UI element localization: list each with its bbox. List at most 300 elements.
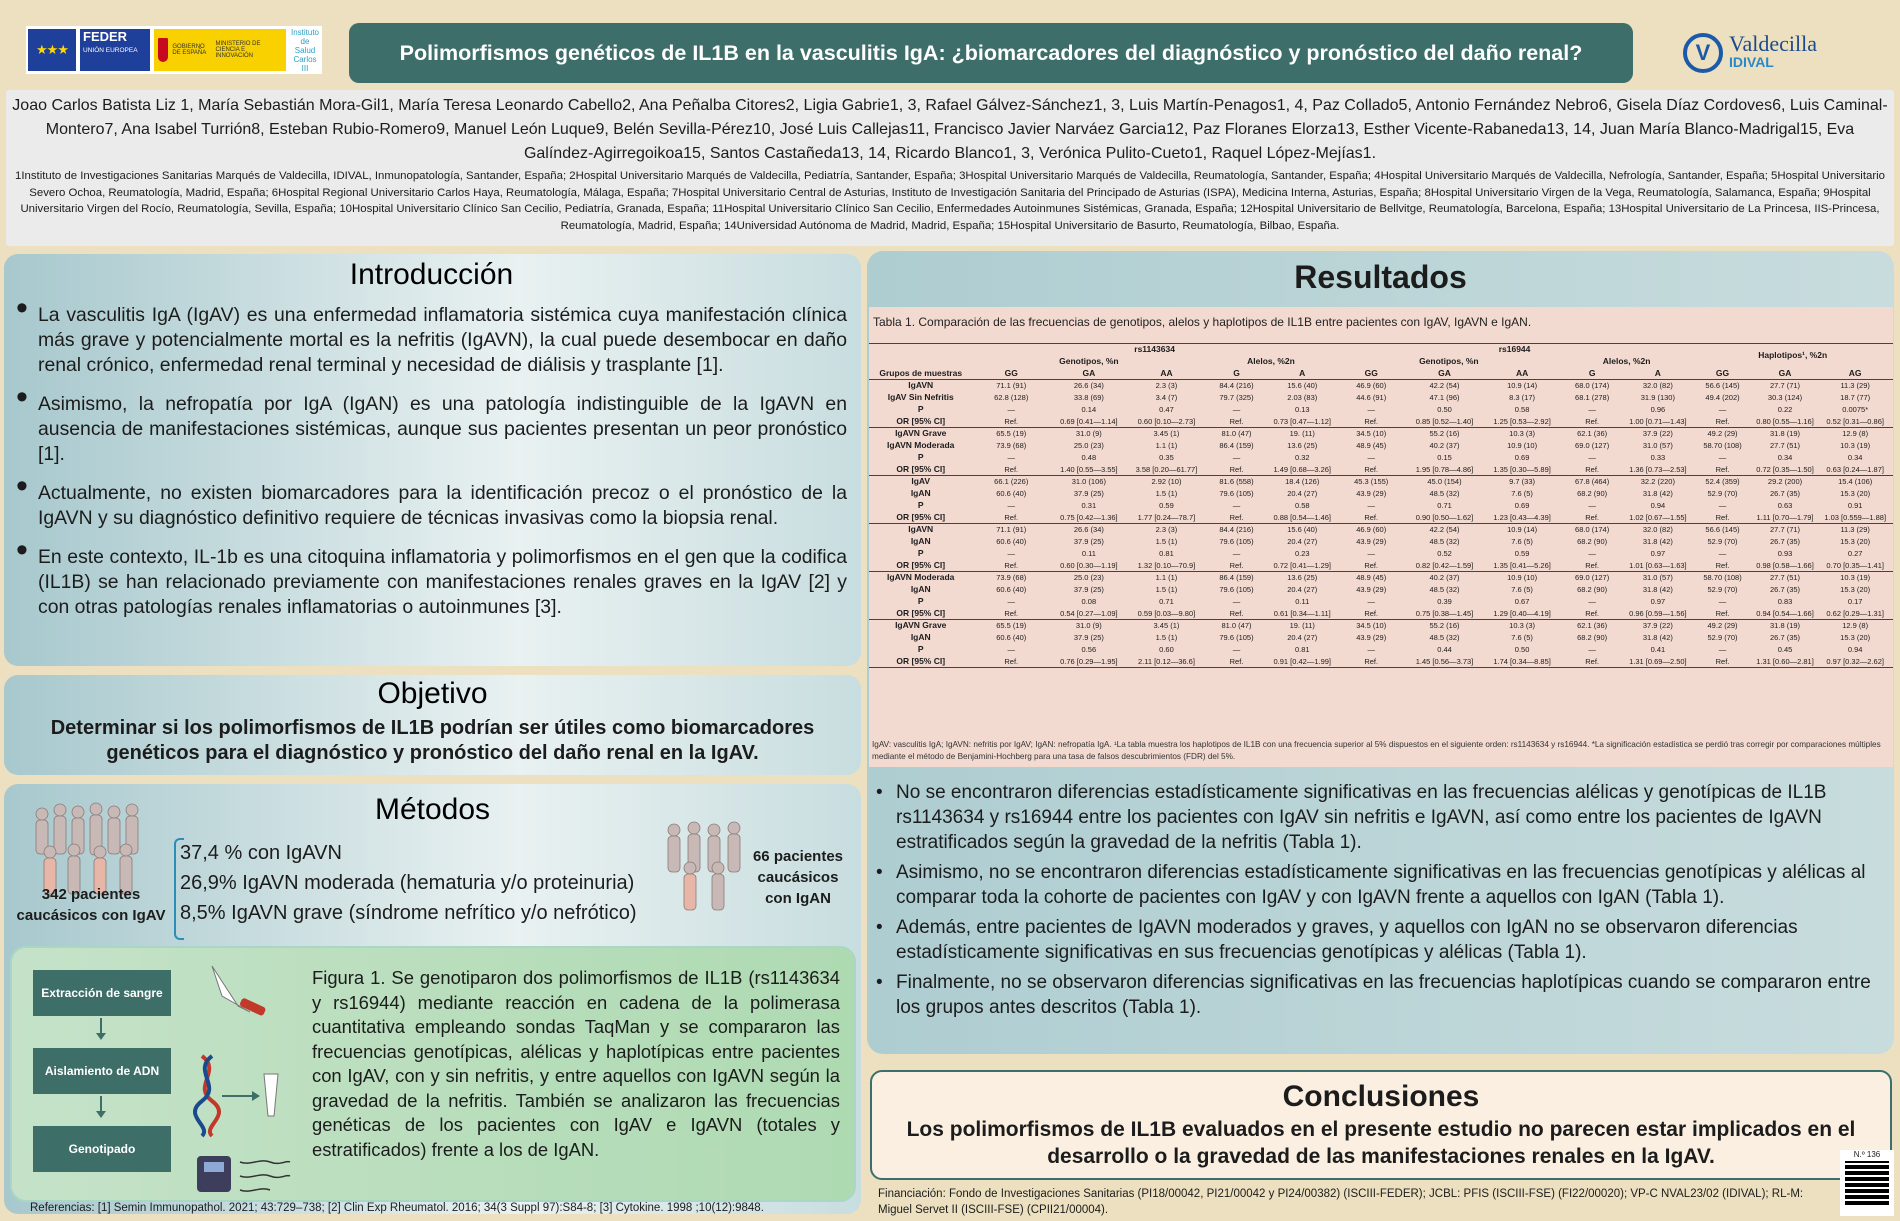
table-cell: 79.7 (325) (1219, 393, 1254, 402)
valdecilla-name: Valdecilla (1729, 31, 1817, 56)
step-genotyping: Genotipado (33, 1126, 171, 1172)
table-cell: 31.0 (57) (1642, 441, 1673, 450)
table-cell: 31.8 (42) (1642, 585, 1673, 594)
table-cell: 81.6 (558) (1219, 477, 1254, 487)
table-cell: 10.9 (10) (1507, 441, 1538, 450)
table-cell: 1.77 [0.24—78.7] (1128, 512, 1206, 524)
eu-flag-icon: ★★★ (28, 29, 76, 71)
table-cell: 2.3 (3) (1155, 381, 1178, 391)
table-cell: 27.7 (51) (1770, 573, 1801, 583)
column-header: G (1561, 368, 1624, 380)
table-cell: 1.5 (1) (1155, 537, 1178, 546)
step-blood-extraction: Extracción de sangre (33, 970, 171, 1016)
table-cell: 1.32 [0.10—70.9] (1128, 560, 1206, 572)
table-cell: 43.9 (29) (1356, 633, 1387, 642)
table-cell: 15.4 (106) (1838, 477, 1873, 487)
table-cell: 11.3 (29) (1840, 381, 1870, 391)
table-cell: — (1232, 597, 1241, 606)
table-cell: — (1367, 549, 1375, 558)
table-row (869, 392, 1893, 404)
table-cell: 0.31 (1081, 501, 1097, 510)
table-cell: Ref. (972, 608, 1050, 620)
table-cell: 48.5 (32) (1429, 585, 1460, 594)
table-cell: 62.1 (36) (1577, 429, 1608, 439)
table-cell: 7.6 (5) (1511, 489, 1533, 498)
table-cell: 69.0 (127) (1575, 441, 1610, 450)
table-cell: — (1588, 501, 1596, 510)
table-row (869, 632, 1893, 644)
table-cell: — (1367, 645, 1375, 654)
conclusions-panel (870, 1070, 1892, 1180)
table-cell: — (1232, 549, 1241, 558)
funding-text: Financiación: Fondo de Investigaciones Sanitarias (PI18/00042, PI21/00042 y PI24/00382) (ISCIII-FEDER); JCBL: PFIS (ISCIII-FSE) (FI22/00020); VP-C NVAL23/02 (IDIVAL); RL-M: Miguel Servet II (ISCIII-FSE) (CPII21/00004). (878, 1188, 1804, 1216)
table-cell: 79.6 (105) (1219, 489, 1254, 498)
table-cell: 0.97 (1650, 549, 1666, 558)
column-header: AA (1483, 368, 1561, 380)
table-cell: 56.6 (145) (1705, 525, 1740, 535)
table-row (869, 620, 1893, 632)
table-cell: 0.70 [0.35—1.41] (1817, 560, 1893, 572)
table-cell: 0.50 (1514, 645, 1530, 654)
table-cell: — (1588, 453, 1596, 462)
table-cell: 0.63 [0.24—1.87] (1817, 464, 1893, 476)
results-table-container (869, 307, 1893, 767)
result-bullet: • No se encontraron diferencias estadísticamente significativas en las frecuencias alélicas y genotípicas de IL1B rs1143634 y rs16944 entre los pacientes con IgAV sin nefritis e IgAVN, así como entre los pacientes de IgAVN estratificados según la gravedad de la nefritis (Tabla 1). (876, 780, 1882, 855)
row-label: P (917, 500, 924, 510)
table-cell: Ref. (1337, 560, 1406, 572)
table-cell: — (1588, 405, 1596, 414)
table-cell: 3.45 (1) (1153, 621, 1180, 631)
idival-name: IDIVAL (1729, 54, 1774, 70)
table-cell: 65.5 (19) (996, 621, 1027, 631)
table-row (869, 548, 1893, 560)
table-cell: 7.6 (5) (1511, 633, 1533, 642)
dna-strands-icon (240, 1161, 290, 1191)
table-cell: 26.6 (34) (1073, 525, 1104, 535)
table-cell: 2.3 (3) (1155, 525, 1178, 535)
table-cell: — (1588, 645, 1596, 654)
table-cell: 1.29 [0.40—4.19] (1483, 608, 1561, 620)
table-cell: 0.54 [0.27—1.09] (1050, 608, 1128, 620)
table-cell: 0.34 (1777, 453, 1793, 462)
table-row (869, 500, 1893, 512)
table-cell: 0.91 [0.42—1.99] (1268, 656, 1337, 668)
table-cell: 55.2 (16) (1429, 429, 1460, 439)
genotype-frequency-table (869, 343, 1893, 668)
table-cell: 1.5 (1) (1155, 489, 1178, 498)
author-list: Joao Carlos Batista Liz 1, María Sebastián Mora-Gil1, María Teresa Leonardo Cabello2, Ana Peñalba Citores2, Ligia Gabrie1, 3, Rafael Gálvez-Sánchez1, 3, Luis Martín-Penagos1, 4, Paz Collado5, Antonio Fernández Nebro6, Gisela Díaz Cordoves6, Luis Caminal-Montero7, Ana Isabel Turrión8, Esteban Rubio-Romero9, Manuel León Luque9, Belén Sevilla-Pérez10, José Luis Callejas11, Francisco Javier Narváez Garcia12, Paz Floranes Elorza13, Esther Vicente-Rabaneda13, 14, Juan María Blanco-Madrigal15, Eva Galíndez-Agirregoikoa15, Santos Castañeda13, 14, Ricardo Blanco1, 3, Verónica Pulito-Cueto1, Raquel López-Mejías1. (12, 97, 1888, 162)
table-cell: — (1367, 501, 1375, 510)
igav-cohort-label: 342 pacientes caucásicos con IgAV (16, 886, 166, 924)
spain-shield-icon (158, 38, 168, 62)
pcr-tube-icon (264, 1074, 278, 1116)
table-cell: 68.2 (90) (1577, 489, 1608, 498)
arrow-down-icon (100, 1018, 102, 1034)
table-row (869, 524, 1893, 536)
table-cell: Ref. (1337, 608, 1406, 620)
table-cell: Ref. (1692, 512, 1752, 524)
table-cell: 0.69 [0.41—1.14] (1050, 416, 1128, 428)
percentage-igavn: 37,4 % con IgAVN (180, 842, 342, 864)
table-cell: 0.59 (1514, 549, 1530, 558)
table-cell: Ref. (1561, 512, 1624, 524)
table-cell: 52.4 (359) (1705, 477, 1740, 487)
table-cell: — (1367, 597, 1375, 606)
table-row (869, 560, 1893, 572)
table-cell: 40.2 (37) (1429, 441, 1460, 450)
table-cell: 71.1 (91) (996, 381, 1027, 391)
table-cell: 68.2 (90) (1577, 585, 1608, 594)
table-row (869, 380, 1893, 392)
table-cell: 20.4 (27) (1287, 585, 1318, 594)
table-cell: 46.9 (60) (1356, 525, 1387, 535)
header-genotypes: Genotipos, %n (1419, 356, 1479, 366)
table-cell: 1.35 [0.41—5.26] (1483, 560, 1561, 572)
table-cell: 3.58 [0.20—61.77] (1128, 464, 1206, 476)
row-label: IgAN (910, 584, 931, 594)
table-cell: 49.2 (29) (1707, 621, 1738, 631)
table-cell: 0.82 [0.42—1.59] (1406, 560, 1484, 572)
table-row (869, 440, 1893, 452)
table-cell: 48.9 (45) (1356, 441, 1387, 450)
table-cell: Ref. (1561, 416, 1624, 428)
table-cell: 31.8 (19) (1770, 621, 1801, 631)
table-cell: 48.5 (32) (1429, 537, 1460, 546)
table-cell: 62.1 (36) (1577, 621, 1608, 631)
header-haplotypes: Haplotipos¹, %2n (1692, 344, 1893, 368)
table-cell: 67.8 (464) (1575, 477, 1610, 487)
table-cell: 0.17 (1847, 597, 1863, 606)
table-cell: 0.23 (1294, 549, 1310, 558)
table-cell: 84.4 (216) (1219, 381, 1254, 391)
table-cell: — (1718, 597, 1727, 606)
table-row (869, 464, 1893, 476)
table-cell: 30.3 (124) (1767, 393, 1803, 402)
table-cell: 15.3 (20) (1840, 633, 1871, 642)
table-cell: 0.81 (1159, 549, 1174, 558)
table-cell: 10.3 (3) (1509, 621, 1536, 631)
row-label: P (917, 452, 924, 462)
table-row (869, 416, 1893, 428)
table-cell: 1.36 [0.73—2.53] (1623, 464, 1692, 476)
table-cell: 0.83 (1777, 597, 1793, 606)
table-cell: 60.6 (40) (996, 537, 1027, 546)
column-header: GA (1753, 368, 1818, 380)
table-cell: 0.63 (1777, 501, 1793, 510)
table-cell: 52.9 (70) (1707, 633, 1738, 642)
poster-title-text: Polimorfismos genéticos de IL1B en la vasculitis IgA: ¿biomarcadores del diagnóstico y pronóstico del daño renal? (399, 40, 1583, 65)
table-cell: 1.01 [0.63—1.63] (1623, 560, 1692, 572)
table-cell: Ref. (1205, 512, 1268, 524)
table-cell: 9.7 (33) (1509, 477, 1536, 487)
table-cell: 0.11 (1081, 549, 1096, 558)
table-cell: 0.97 (1650, 597, 1666, 606)
table-cell: 0.59 [0.03—9.80] (1128, 608, 1206, 620)
table-cell: — (1718, 501, 1727, 510)
table-cell: 0.85 [0.52—1.40] (1406, 416, 1484, 428)
table-cell: 10.3 (19) (1840, 573, 1871, 583)
table-cell: 0.93 (1777, 549, 1793, 558)
table-cell: Ref. (972, 416, 1050, 428)
table-cell: — (1588, 549, 1596, 558)
row-label: IgAV (911, 476, 931, 487)
table-cell: 31.0 (9) (1075, 429, 1102, 439)
table-cell: 8.3 (17) (1509, 393, 1536, 402)
column-header: A (1268, 368, 1337, 380)
table-cell: 1.03 [0.559—1.88] (1817, 512, 1893, 524)
table-cell: 27.7 (71) (1770, 525, 1801, 535)
table-cell: 34.5 (10) (1356, 429, 1387, 439)
table-cell: 10.9 (10) (1507, 573, 1538, 583)
table-cell: — (1367, 453, 1375, 462)
table-cell: 79.6 (105) (1219, 633, 1254, 642)
table-row (869, 452, 1893, 464)
table-cell: 68.1 (278) (1575, 393, 1610, 402)
government-logo: GOBIERNO DE ESPAÑA MINISTERIO DE CIENCIA E INNOVACIÓN (154, 29, 286, 71)
table-cell: 0.90 [0.50—1.62] (1406, 512, 1484, 524)
table-cell: Ref. (1561, 560, 1624, 572)
table-cell: 62.8 (128) (994, 393, 1029, 402)
table-cell: 26.7 (35) (1770, 633, 1801, 642)
table-cell: 0.14 (1081, 405, 1097, 414)
table-cell: 43.9 (29) (1356, 489, 1387, 498)
table-cell: 1.31 [0.69—2.50] (1623, 656, 1692, 668)
table-cell: 0.72 [0.35—1.50] (1753, 464, 1818, 476)
table-cell: 0.73 [0.47—1.12] (1268, 416, 1337, 428)
table-cell: 66.1 (226) (994, 477, 1029, 487)
lab-procedure-illustrations (192, 956, 292, 1196)
table-cell: — (1718, 645, 1727, 654)
table-row (869, 608, 1893, 620)
table-cell: 11.3 (29) (1840, 525, 1870, 535)
table-cell: 0.52 [0.31—0.86] (1817, 416, 1893, 428)
table-cell: 0.34 (1847, 453, 1863, 462)
row-label: OR [95% CI] (869, 416, 972, 428)
table-cell: 1.1 (1) (1155, 441, 1178, 450)
table-cell: 65.5 (19) (996, 429, 1027, 439)
table-cell: 18.4 (126) (1285, 477, 1320, 487)
table-cell: 0.75 [0.38—1.45] (1406, 608, 1484, 620)
table-cell: 43.9 (29) (1356, 585, 1387, 594)
table-cell: 0.97 [0.32—2.62] (1817, 656, 1893, 668)
row-label: P (917, 548, 924, 558)
table-cell: 0.15 (1437, 453, 1452, 462)
table-cell: — (1588, 597, 1596, 606)
table-cell: 1.74 [0.34—8.85] (1483, 656, 1561, 668)
table-cell: 49.2 (29) (1707, 429, 1738, 439)
header-alleles: Alelos, %2n (1247, 356, 1295, 366)
table-cell: Ref. (1205, 560, 1268, 572)
table-cell: 0.41 (1650, 645, 1666, 654)
table-cell: 19. (11) (1289, 429, 1315, 439)
introduction-title: Introducción (349, 258, 514, 291)
table-cell: 0.35 (1159, 453, 1174, 462)
table-cell: 31.8 (42) (1642, 633, 1673, 642)
table-cell: 52.9 (70) (1707, 537, 1738, 546)
table-cell: — (1007, 405, 1016, 414)
table-cell: 0.72 [0.41—1.29] (1268, 560, 1337, 572)
table-cell: 37.9 (25) (1073, 537, 1104, 546)
table-cell: 1.40 [0.55—3.55] (1050, 464, 1128, 476)
step-dna-isolation: Aislamiento de ADN (33, 1048, 171, 1094)
table-cell: 52.9 (70) (1707, 489, 1738, 498)
table-row (869, 428, 1893, 440)
table-cell: 32.0 (82) (1642, 525, 1673, 535)
table-cell: 0.58 (1294, 501, 1310, 510)
table-cell: 0.61 [0.34—1.11] (1268, 608, 1337, 620)
table-cell: 37.9 (25) (1073, 633, 1104, 642)
table-cell: 31.8 (42) (1642, 489, 1673, 498)
arrow-down-icon (100, 1096, 102, 1112)
table-cell: 0.75 [0.42—1.36] (1050, 512, 1128, 524)
column-header: G (1205, 368, 1268, 380)
table-cell: 29.2 (200) (1767, 477, 1803, 487)
table-cell: 7.6 (5) (1511, 585, 1533, 594)
table-cell: 1.11 [0.70—1.79] (1753, 512, 1818, 524)
row-label: OR [95% CI] (869, 560, 972, 572)
result-bullet: • Además, entre pacientes de IgAVN moderados y graves, y aquellos con IgAN no se observaron diferencias estadísticamente significativas en sus frecuencias genotípicas y alélicas (Tabla 1). (876, 915, 1882, 965)
table-cell: 10.3 (3) (1509, 429, 1536, 439)
table-cell: 56.6 (145) (1705, 381, 1740, 391)
table-cell: 1.1 (1) (1155, 573, 1178, 583)
table-cell: 0.32 (1294, 453, 1310, 462)
arrow-right-icon (222, 1091, 260, 1101)
table-cell: Ref. (1205, 464, 1268, 476)
table-cell: 0.94 (1847, 645, 1863, 654)
table-cell: 37.9 (22) (1642, 621, 1673, 631)
header-sample-groups: Grupos de muestras (869, 368, 972, 380)
table-cell: 15.6 (40) (1287, 381, 1318, 391)
table-row (869, 512, 1893, 524)
table-cell: Ref. (1561, 608, 1624, 620)
table-cell: 0.60 [0.30—1.19] (1050, 560, 1128, 572)
table-cell: 0.98 [0.58—1.66] (1753, 560, 1818, 572)
table-cell: 0.13 (1294, 405, 1310, 414)
table-cell: 15.3 (20) (1840, 489, 1871, 498)
table-cell: 0.50 (1437, 405, 1452, 414)
table-cell: — (1232, 501, 1241, 510)
table-cell: 68.0 (174) (1575, 381, 1610, 391)
result-bullet: • Asimismo, no se encontraron diferencias estadísticamente significativas en las frecuencias genotípicas y alélicas al comparar toda la cohorte de pacientes con IgAV y con IgAVN frente a aquellos con IgAN (Tabla 1). (876, 860, 1882, 910)
table-row (869, 644, 1893, 656)
table-cell: Ref. (1205, 416, 1268, 428)
table-cell: 0.45 (1777, 645, 1793, 654)
table-cell: 43.9 (29) (1356, 537, 1387, 546)
table-cell: 37.9 (25) (1073, 585, 1104, 594)
table-cell: 26.7 (35) (1770, 489, 1801, 498)
table-cell: Ref. (1337, 512, 1406, 524)
table-cell: 0.27 (1847, 549, 1863, 558)
table-cell: 0.88 [0.54—1.46] (1268, 512, 1337, 524)
table-cell: 42.2 (54) (1429, 381, 1460, 391)
table-cell: 0.22 (1777, 405, 1793, 414)
row-label: IgAN (910, 536, 931, 546)
table-cell: — (1367, 405, 1375, 414)
table-cell: Ref. (1692, 464, 1752, 476)
table-cell: 0.80 [0.55—1.16] (1753, 416, 1818, 428)
table-cell: 27.7 (51) (1770, 441, 1801, 450)
table-cell: 1.45 [0.56—3.73] (1406, 656, 1484, 668)
table-cell: Ref. (972, 560, 1050, 572)
table-row (869, 572, 1893, 584)
table-cell: 0.69 (1514, 453, 1530, 462)
table-cell: 79.6 (105) (1219, 585, 1254, 594)
table-cell: Ref. (1692, 416, 1752, 428)
table-cell: 1.5 (1) (1155, 585, 1178, 594)
table-cell: 31.0 (9) (1075, 621, 1102, 631)
table-cell: 31.9 (130) (1640, 393, 1675, 402)
table-cell: Ref. (1205, 608, 1268, 620)
objective-title: Objetivo (377, 677, 488, 710)
table-cell: Ref. (972, 512, 1050, 524)
table-cell: 1.5 (1) (1155, 633, 1178, 642)
table-cell: 81.0 (47) (1221, 429, 1252, 439)
table-cell: Ref. (1692, 656, 1752, 668)
conclusions-text: Los polimorfismos de IL1B evaluados en el presente estudio no parecen estar implicados en el desarrollo o la gravedad de las manifestaciones renales en la IgAV. (906, 1118, 1856, 1168)
table-cell: 34.5 (10) (1356, 621, 1387, 631)
table-cell: 0.48 (1081, 453, 1097, 462)
column-header: A (1623, 368, 1692, 380)
table-cell: 86.4 (159) (1219, 441, 1254, 450)
row-label: IgAVN Grave (895, 428, 947, 439)
row-label: P (917, 644, 924, 654)
table-cell: 27.7 (71) (1770, 381, 1801, 391)
table-cell: 2.11 [0.12—36.6] (1128, 656, 1206, 668)
table-cell: 0.94 [0.54—1.66] (1753, 608, 1818, 620)
column-header: AA (1128, 368, 1206, 380)
table-cell: 31.8 (42) (1642, 537, 1673, 546)
table-cell: 0.67 (1514, 597, 1530, 606)
table-cell: 3.4 (7) (1155, 393, 1178, 402)
column-header: GG (1337, 368, 1406, 380)
table-cell: 48.5 (32) (1429, 489, 1460, 498)
table-cell: 48.5 (32) (1429, 633, 1460, 642)
row-label: IgAVN (908, 524, 934, 535)
table-cell: 12.9 (8) (1842, 621, 1869, 631)
table-cell: — (1232, 405, 1241, 414)
table-row (869, 488, 1893, 500)
table-cell: 69.0 (127) (1575, 573, 1610, 583)
figure-caption: Figura 1. Se genotiparon dos polimorfismos de IL1B (rs1143634 y rs16944) mediante reacción en cadena de la polimerasa cuantitativa empleando sondas TaqMan y se compararon las frecuencias genotípicas, alélicas y haplotípicas entre pacientes con IgAV, con y sin nefritis, y entre aquellos con IgAVN según la gravedad de la nefritis. También se analizaron las frecuencias genéticas de los pacientes con IgAV e IgAVN (totales y estratificados) frente a los de IgAN. (312, 967, 840, 1160)
row-label: P (917, 596, 924, 606)
table-cell: 25.0 (23) (1073, 573, 1104, 583)
qr-code-icon[interactable] (1845, 1161, 1889, 1205)
table-cell: 2.03 (83) (1287, 393, 1318, 402)
table-row (869, 584, 1893, 596)
intro-bullet: • Actualmente, no existen biomarcadores para la identificación precoz o el pronóstico de la IgAVN y su diagnóstico definitivo requiere de técnicas invasivas como la biopsia renal. (16, 481, 847, 531)
table-cell: 1.35 [0.30—5.89] (1483, 464, 1561, 476)
table-cell: 58.70 (108) (1703, 441, 1742, 450)
table-cell: 7.6 (5) (1511, 537, 1533, 546)
table-cell: 46.9 (60) (1356, 381, 1387, 391)
valdecilla-mark-icon: V (1683, 33, 1723, 73)
table-cell: Ref. (1337, 656, 1406, 668)
table-cell: 32.2 (220) (1640, 477, 1675, 487)
table-cell: 81.0 (47) (1221, 621, 1252, 631)
column-header: GA (1406, 368, 1484, 380)
table-cell: 0.96 (1650, 405, 1666, 414)
table-cell: 12.9 (8) (1842, 429, 1869, 439)
qr-code-box[interactable] (1840, 1150, 1894, 1216)
table-cell: 13.6 (25) (1287, 573, 1318, 583)
table-cell: Ref. (1205, 656, 1268, 668)
table-cell: 0.59 (1159, 501, 1174, 510)
table-cell: 18.7 (77) (1840, 393, 1871, 402)
table-cell: 0.71 (1159, 597, 1174, 606)
header-alleles: Alelos, %2n (1602, 356, 1651, 366)
table-cell: 26.7 (35) (1770, 537, 1801, 546)
row-label: IgAN (910, 488, 931, 498)
